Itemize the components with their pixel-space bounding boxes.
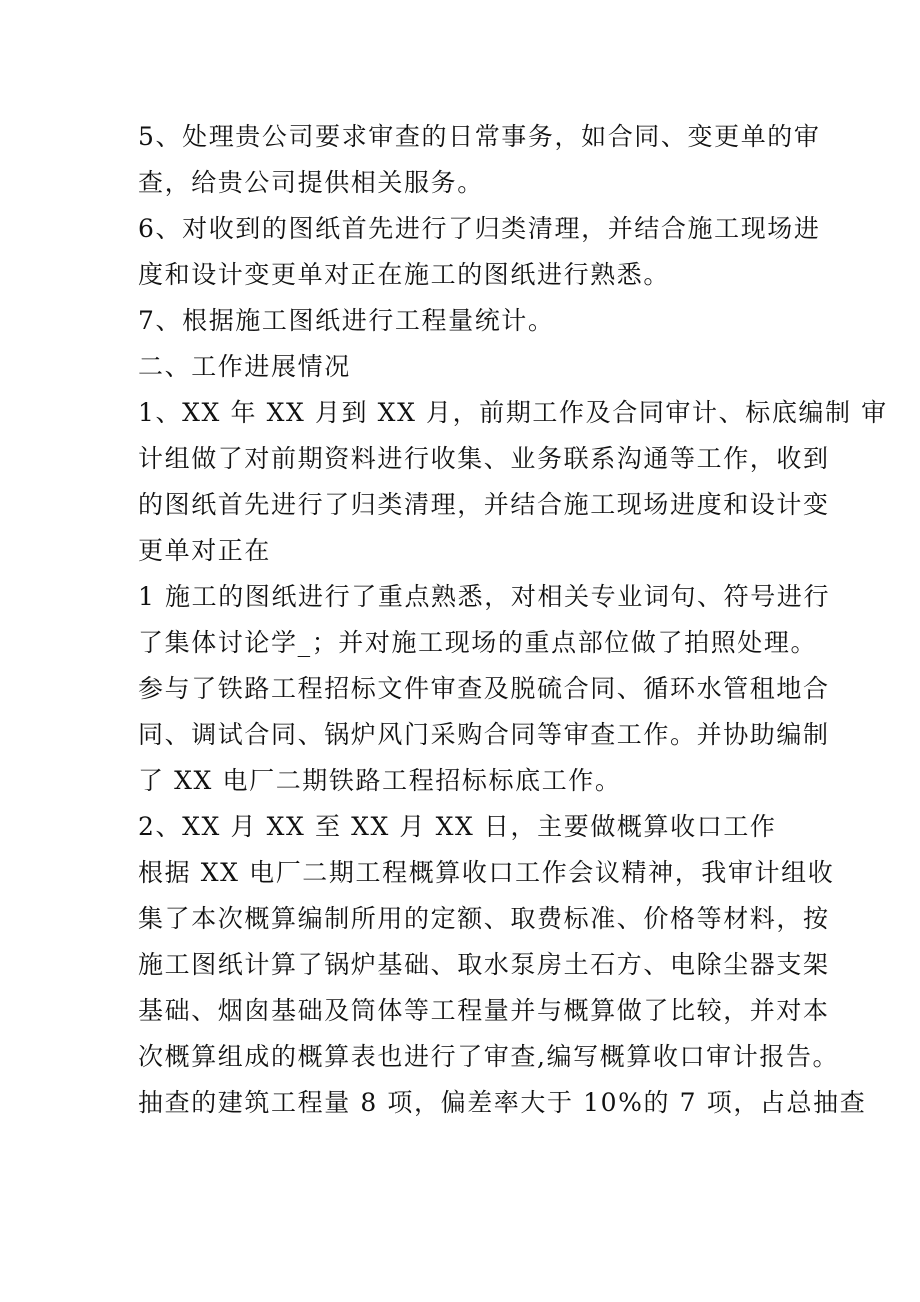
text-line: 同、调试合同、锅炉风门采购合同等审查工作。并协助编制 — [138, 720, 830, 749]
text-line: 了集体讨论学_；并对施工现场的重点部位做了拍照处理。 — [138, 628, 818, 657]
text-line: 的图纸首先进行了归类清理，并结合施工现场进度和设计变 — [138, 490, 830, 519]
text-line: 6、对收到的图纸首先进行了归类清理，并结合施工现场进 — [138, 214, 821, 243]
text-line: 2、XX 月 XX 至 XX 月 XX 日，主要做概算收口工作 — [138, 812, 777, 841]
text-line: 抽查的建筑工程量 8 项，偏差率大于 10%的 7 项，占总抽查 — [138, 1088, 867, 1117]
text-line: 参与了铁路工程招标文件审查及脱硫合同、循环水管租地合 — [138, 674, 830, 703]
text-line: 基础、烟囱基础及筒体等工程量并与概算做了比较，并对本 — [138, 996, 830, 1025]
text-line: 了 XX 电厂二期铁路工程招标标底工作。 — [138, 766, 622, 795]
text-line: 7、根据施工图纸进行工程量统计。 — [138, 306, 555, 335]
text-line: 查，给贵公司提供相关服务。 — [138, 168, 484, 197]
text-line: 集了本次概算编制所用的定额、取费标准、价格等材料，按 — [138, 904, 830, 933]
text-line: 施工图纸计算了锅炉基础、取水泵房土石方、电除尘器支架 — [138, 950, 830, 979]
document-body — [138, 114, 888, 1126]
section-heading: 二、工作进展情况 — [138, 352, 351, 381]
text-line: 1、XX 年 XX 月到 XX 月，前期工作及合同审计、标底编制 审 — [138, 398, 888, 427]
text-line: 5、处理贵公司要求审查的日常事务，如合同、变更单的审 — [138, 122, 821, 151]
text-line: 根据 XX 电厂二期工程概算收口工作会议精神，我审计组收 — [138, 858, 835, 887]
text-line: 次概算组成的概算表也进行了审查,编写概算收口审计报告。 — [138, 1042, 840, 1071]
text-line: 更单对正在 — [138, 536, 272, 565]
text-line: 度和设计变更单对正在施工的图纸进行熟悉。 — [138, 260, 671, 289]
text-line: 计组做了对前期资料进行收集、业务联系沟通等工作，收到 — [138, 444, 830, 473]
text-line: 1 施工的图纸进行了重点熟悉，对相关专业词句、符号进行 — [138, 582, 831, 611]
